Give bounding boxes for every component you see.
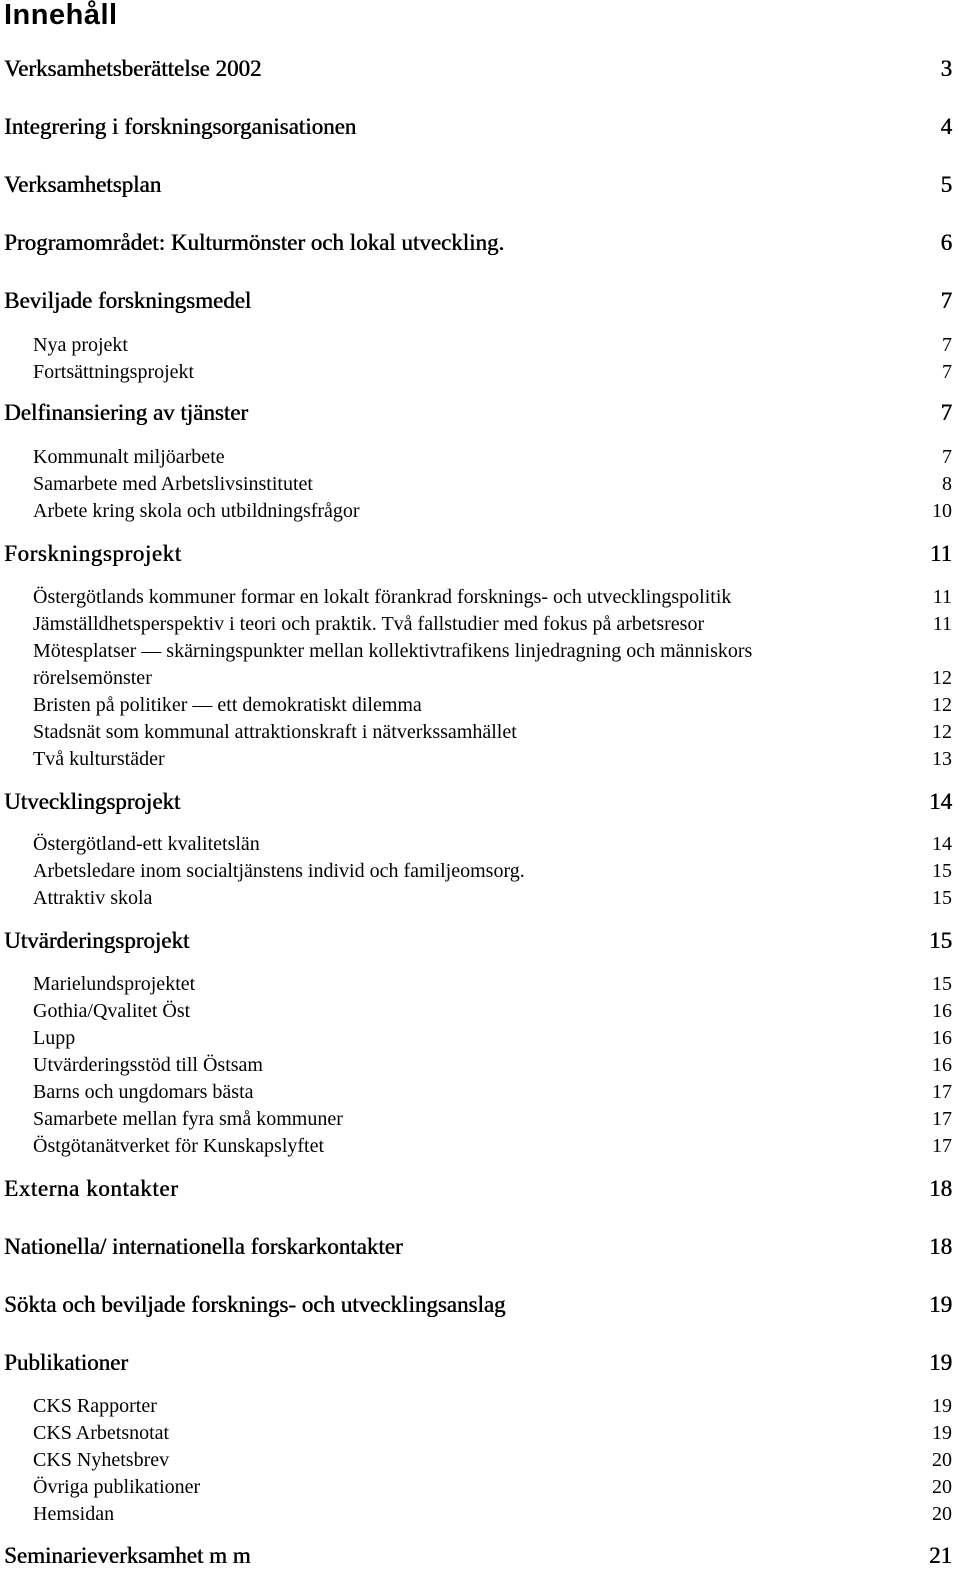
toc-subentry[interactable] [4, 471, 952, 499]
toc-subentry[interactable] [4, 831, 952, 859]
toc-entry-page: 7 [940, 288, 952, 313]
toc-entry[interactable] [4, 1233, 952, 1261]
toc-entry-label: Publikationer [4, 1350, 128, 1375]
toc-entry[interactable] [4, 287, 952, 315]
toc-entry-page: 18 [929, 1176, 952, 1201]
toc-subentry[interactable] [4, 584, 952, 612]
toc-entry-page: 12 [932, 721, 952, 743]
toc-entry-page: 11 [932, 613, 952, 635]
toc-subentry[interactable] [4, 1393, 952, 1421]
toc-entry-page: 14 [932, 833, 952, 855]
toc-entry-page: 19 [929, 1350, 952, 1375]
toc-entry-label: Beviljade forskningsmedel [4, 288, 252, 313]
toc-entry[interactable] [4, 540, 952, 568]
toc-entry-label: Två kulturstäder [33, 748, 165, 770]
toc-entry-page: 20 [932, 1503, 952, 1525]
toc-entry[interactable] [4, 1291, 952, 1319]
toc-entry-page: 14 [929, 789, 952, 814]
toc-entry-label: Samarbete mellan fyra små kommuner [33, 1108, 343, 1130]
toc-subentry[interactable] [4, 498, 952, 526]
toc-subentry[interactable] [4, 746, 952, 774]
toc-subentry[interactable] [4, 719, 952, 747]
toc-entry-page: 17 [932, 1135, 952, 1157]
toc-entry-label: Seminarieverksamhet m m [4, 1543, 251, 1568]
toc-entry-page: 12 [932, 667, 952, 689]
toc-entry-page: 6 [940, 230, 952, 255]
toc-entry-label: rörelsemönster [33, 667, 152, 689]
toc-entry-label: Barns och ungdomars bästa [33, 1081, 254, 1103]
toc-entry-label: Samarbete med Arbetslivsinstitutet [33, 473, 313, 495]
toc-entry[interactable] [4, 1542, 952, 1570]
toc-entry-page: 11 [932, 586, 952, 608]
toc-entry[interactable] [4, 399, 952, 427]
toc-entry-label: Östgötanätverket för Kunskapslyftet [33, 1135, 325, 1157]
toc-entry-page: 16 [932, 1027, 952, 1049]
toc-subentry[interactable] [4, 332, 952, 360]
toc-entry-page: 20 [932, 1476, 952, 1498]
toc-entry-label: Mötesplatser — skärningspunkter mellan kollektivtrafikens linjedragning och människors [33, 640, 753, 662]
toc-entry-label: Arbetsledare inom socialtjänstens individ och familjeomsorg. [33, 860, 525, 882]
toc-entry-label: Kommunalt miljöarbete [33, 446, 225, 468]
toc-subentry[interactable] [4, 444, 952, 472]
toc-entry-label: Integrering i forskningsorganisationen [4, 114, 357, 139]
toc-entry-page: 15 [932, 973, 952, 995]
toc-entry-label: Arbete kring skola och utbildningsfrågor [33, 500, 360, 522]
toc-subentry[interactable] [4, 1501, 952, 1529]
toc-entry-label: Östergötlands kommuner formar en lokalt förankrad forsknings- och utvecklingspolitik [33, 586, 732, 608]
toc-entry[interactable] [4, 55, 952, 83]
toc-entry-page: 19 [932, 1422, 952, 1444]
toc-entry-label: Utvärderingsstöd till Östsam [33, 1054, 263, 1076]
toc-entry[interactable] [4, 229, 952, 257]
toc-entry-page: 20 [932, 1449, 952, 1471]
toc-entry-page: 19 [929, 1292, 952, 1317]
toc-entry-page: 10 [932, 500, 952, 522]
toc-entry[interactable] [4, 1349, 952, 1377]
toc-entry-label: Lupp [33, 1027, 76, 1049]
toc-entry-label: Östergötland-ett kvalitetslän [33, 833, 260, 855]
toc-entry-label: Utvecklingsprojekt [4, 789, 181, 814]
toc-entry-page: 17 [932, 1108, 952, 1130]
toc-entry-label: CKS Rapporter [33, 1395, 157, 1417]
toc-entry-page: 16 [932, 1054, 952, 1076]
toc-entry-label: Verksamhetsplan [4, 172, 162, 197]
toc-subentry[interactable] [4, 971, 952, 999]
toc-entry-page: 11 [929, 541, 952, 566]
toc-subentry[interactable] [4, 1079, 952, 1107]
toc-entry-page: 12 [932, 694, 952, 716]
toc-entry-page: 16 [932, 1000, 952, 1022]
toc-entry-label: CKS Nyhetsbrev [33, 1449, 170, 1471]
toc-entry[interactable] [4, 113, 952, 141]
toc-entry-page: 15 [929, 928, 952, 953]
toc-entry-label: Hemsidan [33, 1503, 115, 1525]
toc-entry-label: Programområdet: Kulturmönster och lokal utveckling. [4, 230, 505, 255]
toc-entry-label: Sökta och beviljade forsknings- och utvecklingsanslag [4, 1292, 506, 1317]
toc-entry[interactable] [4, 1175, 952, 1203]
toc-subentry[interactable] [4, 1106, 952, 1134]
toc-entry-page: 7 [942, 361, 952, 383]
toc-entry-label: Attraktiv skola [33, 887, 153, 909]
toc-entry-page: 17 [932, 1081, 952, 1103]
toc-entry-page: 21 [929, 1543, 952, 1568]
toc-entry-page: 7 [942, 446, 952, 468]
toc-subentry[interactable] [4, 998, 952, 1026]
toc-entry-label: Övriga publikationer [33, 1476, 201, 1498]
page-title: Innehåll [4, 0, 118, 31]
toc-entry-label: Nya projekt [33, 334, 128, 356]
toc-entry-page: 7 [940, 400, 952, 425]
toc-subentry[interactable] [4, 665, 952, 693]
toc-subentry[interactable] [4, 611, 952, 639]
toc-entry-page: 8 [942, 473, 952, 495]
toc-subentry[interactable] [4, 885, 952, 913]
toc-entry[interactable] [4, 788, 952, 816]
toc-entry-page: 3 [940, 56, 952, 81]
toc-subentry[interactable] [4, 858, 952, 886]
toc-entry-page: 18 [929, 1234, 952, 1259]
toc-subentry[interactable] [4, 1420, 952, 1448]
toc-subentry[interactable] [4, 638, 952, 666]
toc-entry-label: CKS Arbetsnotat [33, 1422, 170, 1444]
toc-entry-page: 13 [932, 748, 952, 770]
toc-entry-page: 7 [942, 334, 952, 356]
toc-entry-label: Forskningsprojekt [4, 541, 182, 566]
toc-entry-page: 5 [940, 172, 952, 197]
toc-entry-page: 4 [940, 114, 952, 139]
toc-entry-label: Externa kontakter [4, 1176, 179, 1201]
toc-entry-page: 19 [932, 1395, 952, 1417]
toc-subentry[interactable] [4, 1474, 952, 1502]
toc-subentry[interactable] [4, 692, 952, 720]
toc-subentry[interactable] [4, 359, 952, 387]
toc-entry-label: Bristen på politiker — ett demokratiskt dilemma [33, 694, 422, 716]
toc-entry-label: Gothia/Qvalitet Öst [33, 1000, 191, 1022]
toc-entry-label: Verksamhetsberättelse 2002 [4, 56, 262, 81]
toc-subentry[interactable] [4, 1133, 952, 1161]
toc-entry-label: Nationella/ internationella forskarkontakter [4, 1234, 403, 1259]
toc-subentry[interactable] [4, 1025, 952, 1053]
toc-entry[interactable] [4, 927, 952, 955]
toc-subentry[interactable] [4, 1447, 952, 1475]
toc-entry-label: Stadsnät som kommunal attraktionskraft i nätverkssamhället [33, 721, 517, 743]
toc-entry-label: Marielundsprojektet [33, 973, 196, 995]
toc-entry-page: 15 [932, 860, 952, 882]
toc-subentry[interactable] [4, 1052, 952, 1080]
toc-entry[interactable] [4, 171, 952, 199]
toc-entry-label: Utvärderingsprojekt [4, 928, 190, 953]
toc-entry-label: Delfinansiering av tjänster [4, 400, 248, 425]
toc-entry-page: 15 [932, 887, 952, 909]
toc-entry-label: Jämställdhetsperspektiv i teori och praktik. Två fallstudier med fokus på arbetsresor [33, 613, 705, 635]
toc-entry-label: Fortsättningsprojekt [33, 361, 195, 383]
